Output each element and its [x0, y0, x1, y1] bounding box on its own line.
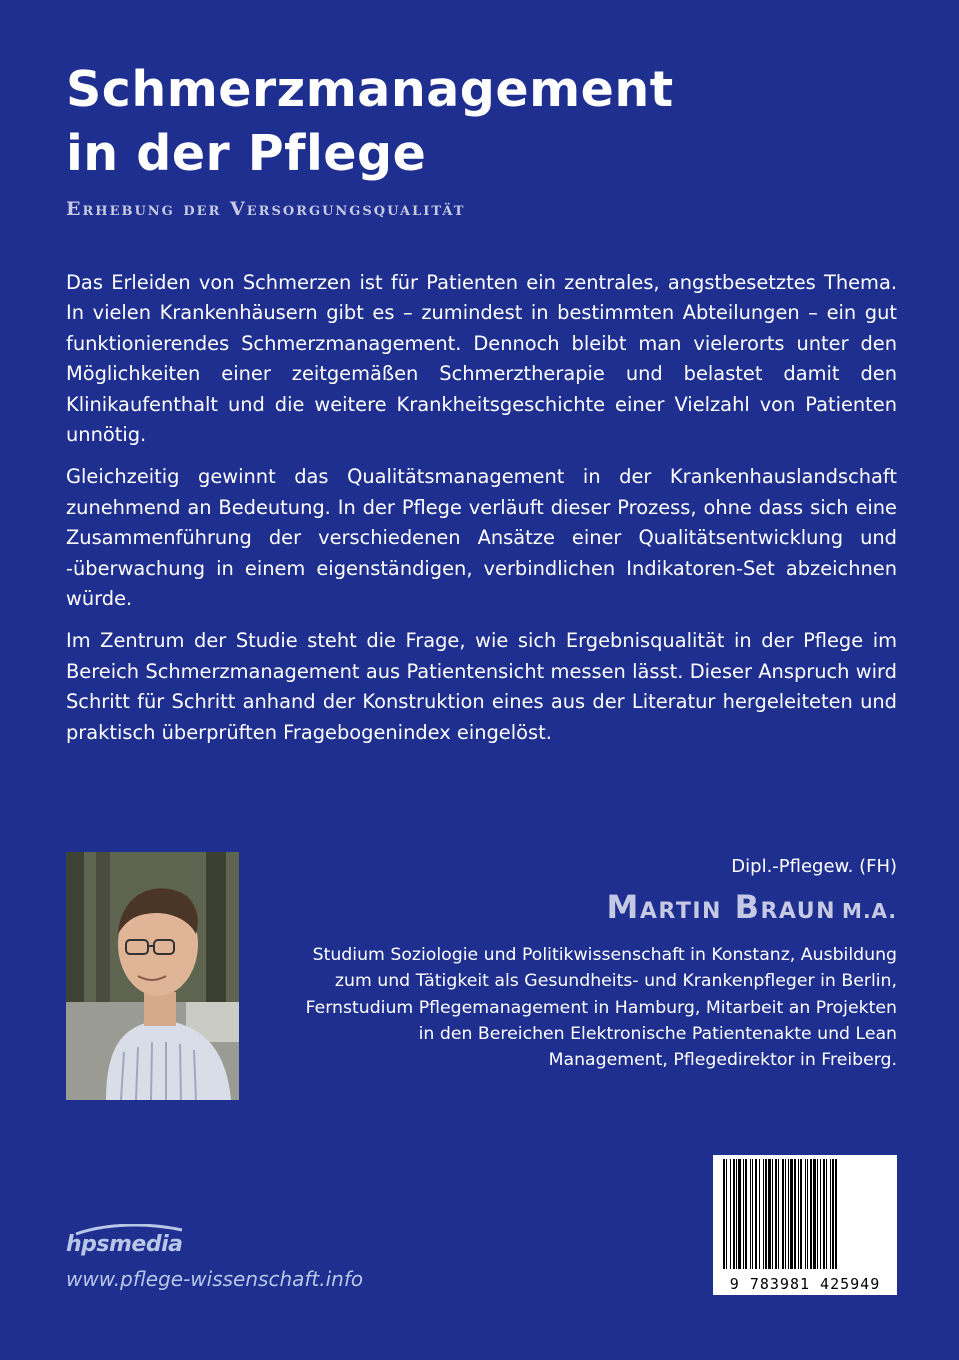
blurb — [66, 268, 897, 760]
author-degree: Dipl.-Pflegew. (FH) — [731, 856, 897, 877]
barcode-bar — [765, 1159, 767, 1269]
barcode-bar — [800, 1159, 802, 1269]
barcode-bars — [713, 1155, 897, 1273]
barcode-bar — [788, 1159, 789, 1269]
barcode-bar — [785, 1159, 786, 1269]
barcode-bar — [807, 1159, 808, 1269]
title-line-2: in der Pflege — [66, 125, 427, 182]
barcode-bar — [759, 1159, 760, 1269]
barcode-bar — [736, 1159, 737, 1269]
blurb-paragraph-1: Das Erleiden von Schmerzen ist für Patienten ein zentrales, angstbesetztes Thema. In vielen Krankenhäusern gibt es – zumindest in bestimmten Abteilungen – ein gut funktionierendes Schmerzmanagement. Dennoch bleibt man vielerorts unter den Möglichkeiten einer zeitgemäßen Schmerztherapie und belastet damit den Klinikaufenthalt und die weitere Krankheitsgeschichte einer Vielzahl von Patienten unnötig. — [66, 271, 897, 447]
barcode-bar — [830, 1159, 831, 1269]
barcode-bar — [778, 1159, 779, 1269]
barcode-bar — [817, 1159, 818, 1269]
barcode-bar — [775, 1159, 777, 1269]
publisher-block — [66, 1232, 363, 1291]
barcode-bar — [805, 1159, 806, 1269]
publisher-url: www.pflege-wissenschaft.info — [66, 1267, 364, 1291]
barcode-bar — [733, 1159, 735, 1269]
book-subtitle: Erhebung der Versorgungsqualität — [66, 198, 466, 220]
barcode-bar — [738, 1159, 741, 1269]
barcode-bar — [832, 1159, 834, 1269]
isbn-number: 9 783981 425949 — [713, 1275, 897, 1293]
blurb-paragraph-2: Gleichzeitig gewinnt das Qualitätsmanagement in der Krankenhauslandschaft zunehmend an Bedeutung. In der Pflege verläuft dieser Prozess, ohne dass sich eine Zusammenführung der verschiedenen Ansätze einer Qualitätsentwicklung und -überwachung in einem eigenständigen, verbindlichen Indikatoren-Set abzeichnen würde. — [66, 465, 897, 611]
blurb-paragraph-3: Im Zentrum der Studie steht die Frage, wie sich Ergebnisqualität in der Pflege im Bereich Schmerzmanagement aus Patientensicht messen lässt. Dieser Anspruch wird Schritt für Schritt anhand der Konstruktion eines aus der Literatur hergeleiteten und praktisch überprüften Fragebogenindex eingelöst. — [66, 629, 897, 744]
barcode-bar — [782, 1159, 784, 1269]
author-suffix: M.A. — [842, 899, 897, 923]
barcode-bar — [790, 1159, 793, 1269]
barcode-bar — [835, 1159, 837, 1269]
barcode-bar — [772, 1159, 773, 1269]
barcode-bar — [743, 1159, 744, 1269]
barcode-bar — [726, 1159, 727, 1269]
barcode-bar — [768, 1159, 771, 1269]
book-title — [66, 58, 674, 186]
barcode-bar — [810, 1159, 812, 1269]
publisher-logo — [66, 1232, 363, 1257]
barcode-bar — [752, 1159, 753, 1269]
barcode-bar — [730, 1159, 731, 1269]
swoosh-icon — [74, 1224, 184, 1236]
barcode-bar — [723, 1159, 725, 1269]
barcode-bar — [813, 1159, 816, 1269]
author-bio: Studium Soziologie und Politikwissenschaft in Konstanz, Ausbildung zum und Tätigkeit als Gesundheits- und Krankenpfleger in Berlin, Fernstudium Pflegemanagement in Hamburg, Mitarbeit an Projekten in den Bereichen Elektronische Patientenakte und Lean Management, Pflegedirektor in Freiberg. — [305, 945, 897, 1071]
isbn-barcode — [713, 1155, 897, 1295]
barcode-bar — [820, 1159, 821, 1269]
author-info — [297, 852, 897, 1073]
barcode-bar — [798, 1159, 799, 1269]
barcode-bar — [745, 1159, 747, 1269]
publisher-logo-text: hpsmedia — [66, 1232, 183, 1257]
barcode-bar — [794, 1159, 796, 1269]
author-name — [297, 882, 897, 936]
barcode-bar — [823, 1159, 825, 1269]
author-photo — [66, 852, 239, 1100]
barcode-bar — [750, 1159, 751, 1269]
barcode-bar — [755, 1159, 757, 1269]
barcode-bar — [826, 1159, 827, 1269]
author-name-text: Martin Braun — [606, 888, 837, 926]
title-line-1: Schmerzmanagement — [66, 61, 674, 118]
barcode-bar — [763, 1159, 764, 1269]
